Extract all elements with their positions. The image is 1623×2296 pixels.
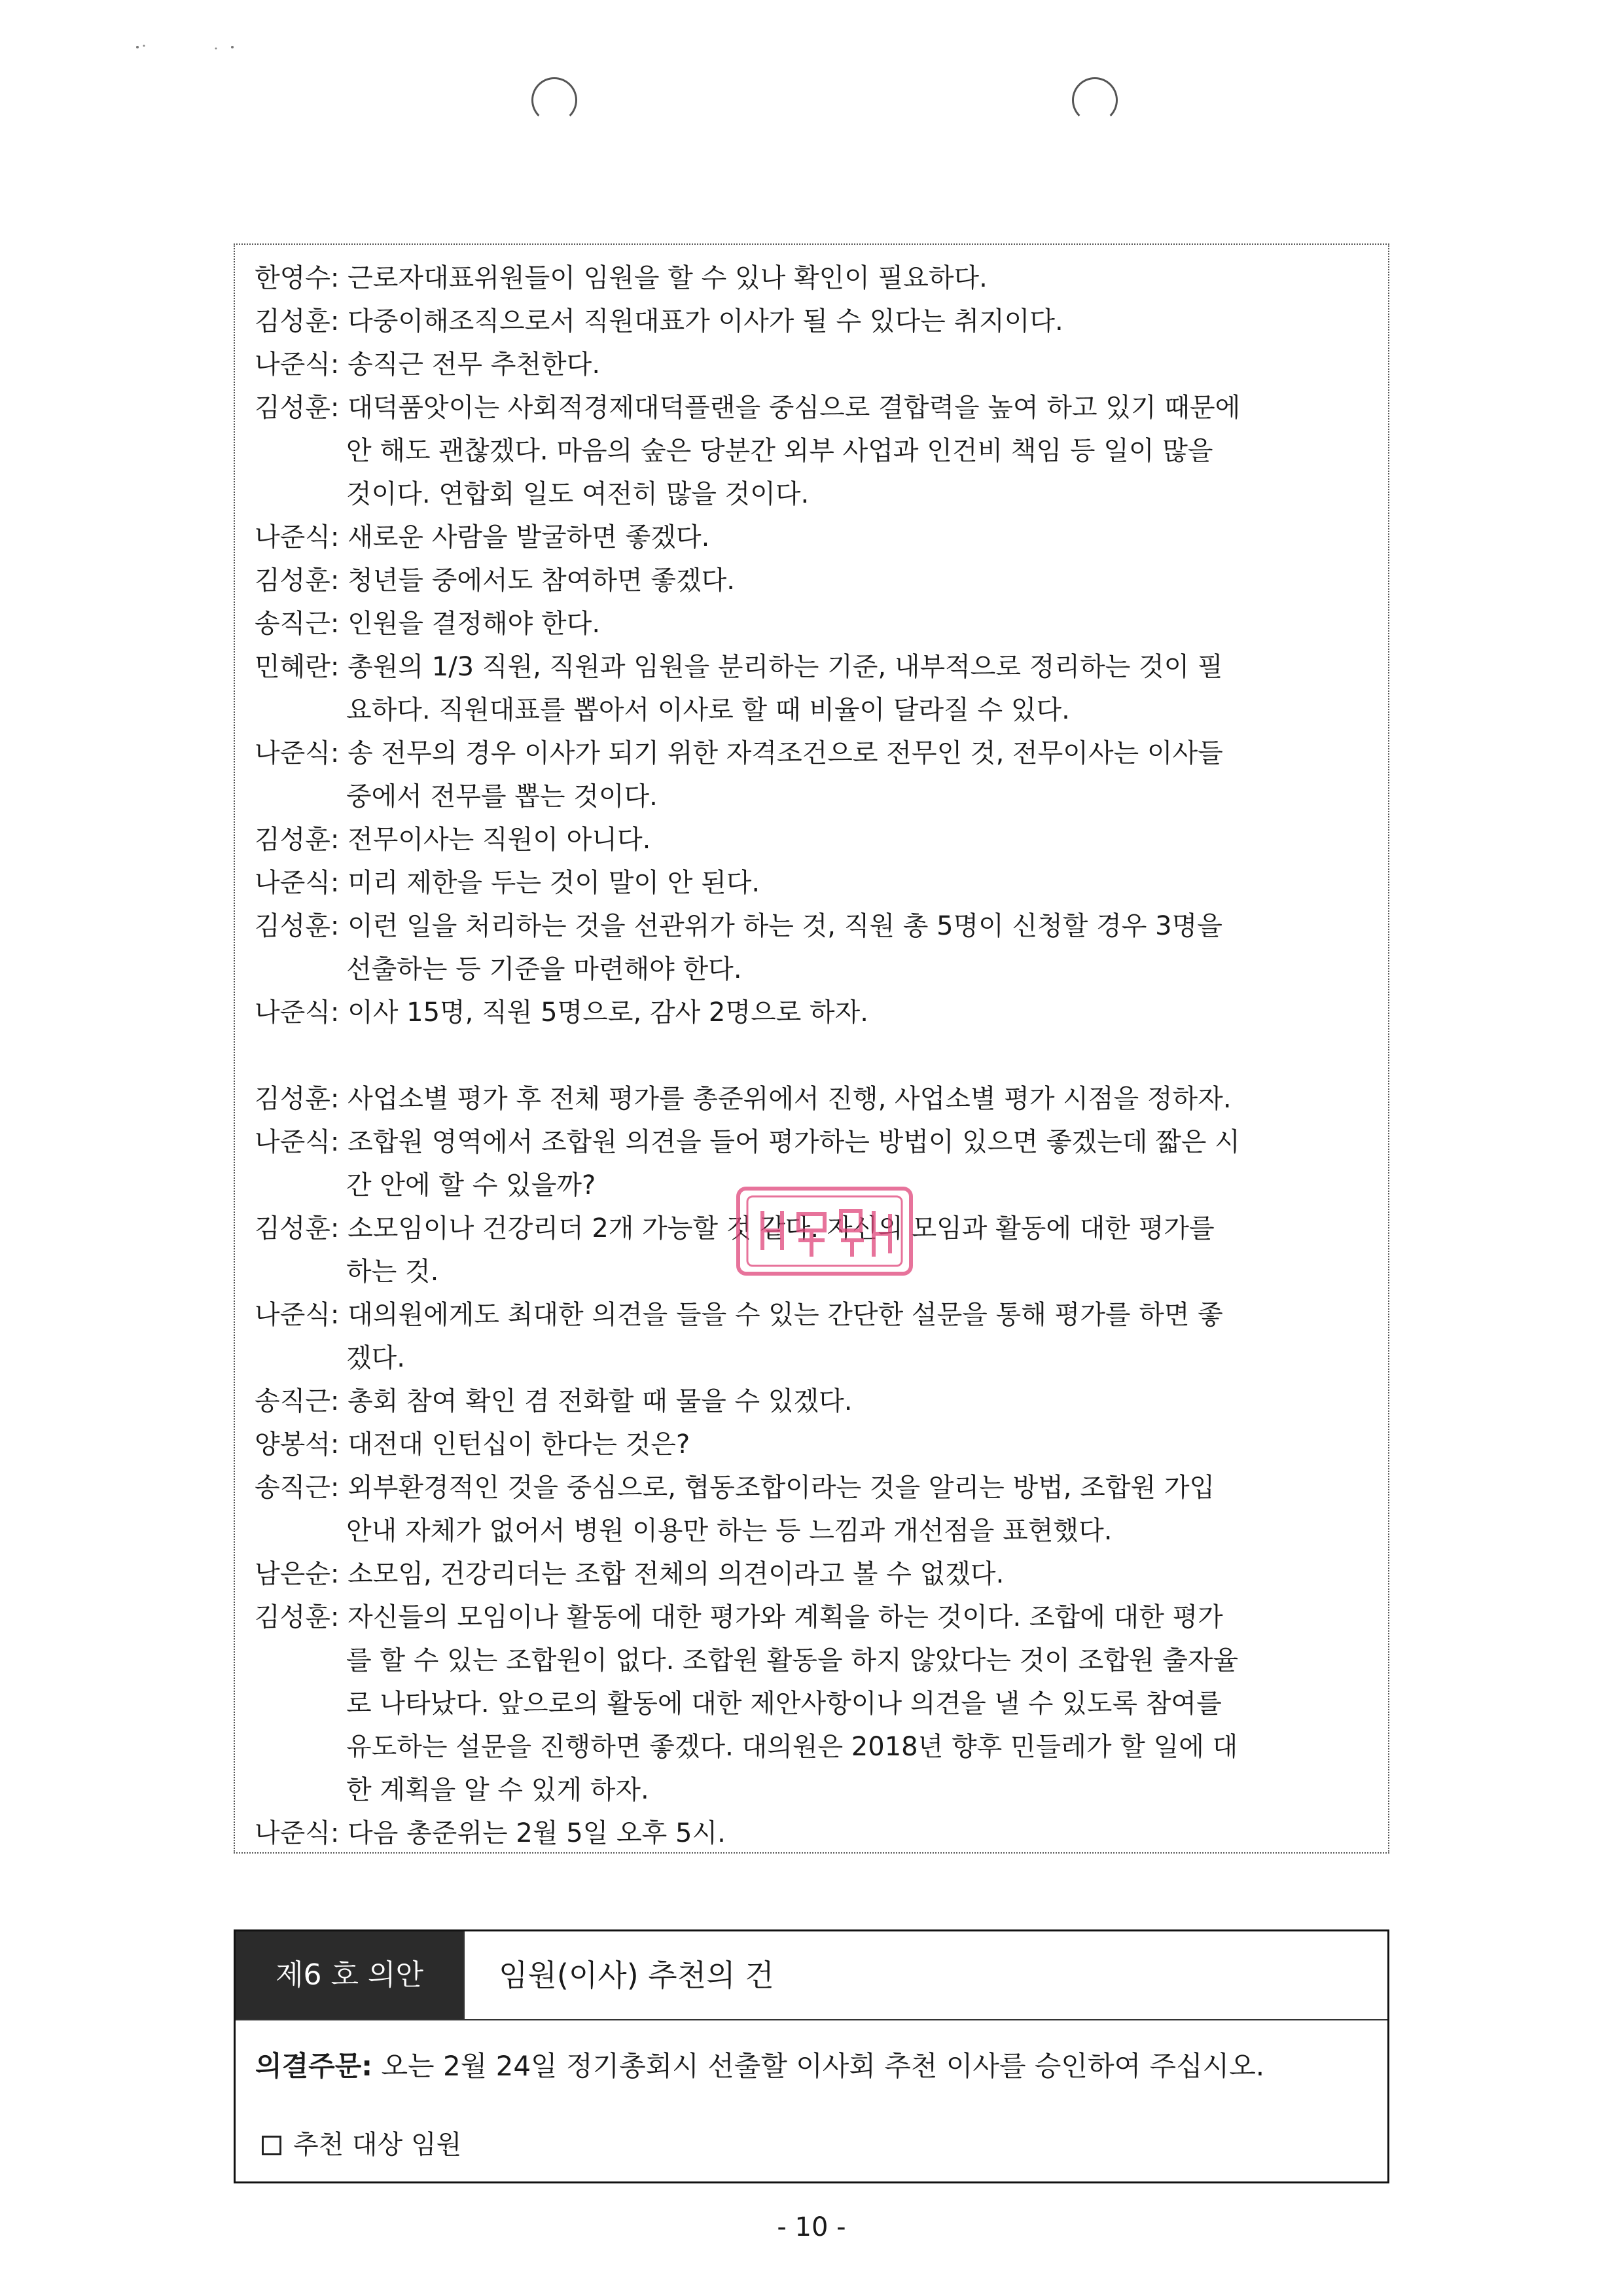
speaker-line	[255, 1812, 1376, 1855]
continuation-line	[346, 429, 1376, 473]
speaker-line	[255, 300, 1376, 343]
speaker-line	[255, 645, 1376, 689]
page-number: - 10 -	[777, 2212, 846, 2242]
continuation-line	[346, 1768, 1376, 1812]
continuation-line	[346, 1509, 1376, 1552]
agenda-title: 임원(이사) 추천의 건	[463, 1931, 1387, 2019]
speaker-line	[255, 386, 1376, 429]
statement-text: 새로운 사람을 발굴하면 좋겠다.	[348, 522, 710, 552]
speaker-line	[255, 991, 1376, 1034]
continuation-line	[346, 948, 1376, 991]
resolution-line	[255, 2047, 1264, 2086]
speaker-name: 나준식:	[255, 738, 340, 768]
continuation-line	[346, 1682, 1376, 1725]
candidates-label: 추천 대상 임원	[293, 2130, 462, 2160]
statement-text: 근로자대표위원들이 임원을 할 수 있나 확인이 필요하다.	[348, 263, 988, 293]
statement-text: 대덕품앗이는 사회적경제대덕플랜을 중심으로 결합력을 높여 하고 있기 때문에	[348, 393, 1241, 423]
agenda-section	[234, 1929, 1389, 2183]
statement-text: 자신들의 모임이나 활동에 대한 평가와 계획을 하는 것이다. 조합에 대한 평가	[348, 1602, 1223, 1632]
statement-text: 대전대 인턴십이 한다는 것은?	[348, 1429, 690, 1460]
continuation-line	[346, 775, 1376, 818]
statement-text: 간 안에 할 수 있을까?	[346, 1170, 596, 1200]
speaker-name: 나준식:	[255, 997, 340, 1028]
speaker-line	[255, 559, 1376, 602]
statement-text: 소모임이나 건강리더 2개 가능할 것 같다. 자신의 모임과 활동에 대한 평가를	[348, 1213, 1215, 1244]
statement-text: 이사 15명, 직원 5명으로, 감사 2명으로 하자.	[348, 997, 868, 1028]
speaker-name: 한영수:	[255, 263, 340, 293]
statement-text: 총원의 1/3 직원, 직원과 임원을 분리하는 기준, 내부적으로 정리하는 것이 필	[348, 652, 1223, 682]
speaker-line	[255, 1077, 1376, 1121]
speaker-line	[255, 732, 1376, 775]
statement-text: 안 해도 괜찮겠다. 마음의 숲은 당분간 외부 사업과 인건비 책임 등 일이 많을	[346, 436, 1213, 466]
agenda-header	[236, 1931, 1387, 2020]
speaker-line	[255, 1121, 1376, 1164]
statement-text: 이런 일을 처리하는 것을 선관위가 하는 것, 직원 총 5명이 신청할 경우 3명을	[348, 911, 1222, 941]
speaker-name: 나준식:	[255, 1818, 340, 1848]
speaker-name: 김성훈:	[255, 1213, 340, 1244]
meeting-minutes-box	[234, 243, 1389, 1854]
speaker-name: 나준식:	[255, 868, 340, 898]
statement-text: 다중이해조직으로서 직원대표가 이사가 될 수 있다는 취지이다.	[348, 306, 1063, 336]
scan-specks	[131, 39, 262, 59]
statement-text: 인원을 결정해야 한다.	[348, 609, 601, 639]
speaker-name: 양봉석:	[255, 1429, 340, 1460]
statement-text: 청년들 중에서도 참여하면 좋겠다.	[348, 565, 735, 596]
continuation-line	[346, 1336, 1376, 1380]
speaker-name: 김성훈:	[255, 565, 340, 596]
speaker-name: 나준식:	[255, 350, 340, 380]
speaker-name: 송직근:	[255, 1386, 340, 1416]
continuation-line	[346, 1639, 1376, 1682]
statement-text: 사업소별 평가 후 전체 평가를 총준위에서 진행, 사업소별 평가 시점을 정하자.	[348, 1084, 1232, 1114]
speaker-name: 김성훈:	[255, 393, 340, 423]
speaker-line	[255, 257, 1376, 300]
speaker-name: 김성훈:	[255, 1602, 340, 1632]
statement-text: 조합원 영역에서 조합원 의견을 들어 평가하는 방법이 있으면 좋겠는데 짧은 시	[348, 1127, 1240, 1157]
speaker-line	[255, 861, 1376, 905]
statement-text: 송직근 전무 추천한다.	[348, 350, 601, 380]
agenda-number: 제6 호 의안	[236, 1931, 463, 2019]
speaker-line	[255, 1293, 1376, 1336]
speaker-line	[255, 1466, 1376, 1509]
speaker-line	[255, 343, 1376, 386]
red-seal-stamp	[726, 1178, 923, 1283]
speaker-name: 송직근:	[255, 1473, 340, 1503]
speaker-name: 민혜란:	[255, 652, 340, 682]
continuation-line	[346, 689, 1376, 732]
statement-text: 한 계획을 알 수 있게 하자.	[346, 1775, 649, 1805]
speaker-name: 김성훈:	[255, 306, 340, 336]
statement-text: 를 할 수 있는 조합원이 없다. 조합원 활동을 하지 않았다는 것이 조합원 출자율	[346, 1645, 1239, 1676]
statement-text: 미리 제한을 두는 것이 말이 안 된다.	[348, 868, 760, 898]
statement-text: 요하다. 직원대표를 뽑아서 이사로 할 때 비율이 달라질 수 있다.	[346, 695, 1070, 725]
speaker-name: 김성훈:	[255, 825, 340, 855]
statement-text: 전무이사는 직원이 아니다.	[348, 825, 651, 855]
continuation-line	[346, 473, 1376, 516]
candidates-heading	[262, 2125, 461, 2164]
statement-text: 하는 것.	[346, 1257, 439, 1287]
speaker-name: 김성훈:	[255, 911, 340, 941]
statement-text: 안내 자체가 없어서 병원 이용만 하는 등 느낌과 개선점을 표현했다.	[346, 1516, 1113, 1546]
speaker-line	[255, 1596, 1376, 1639]
speaker-name: 나준식:	[255, 522, 340, 552]
statement-text: 유도하는 설문을 진행하면 좋겠다. 대의원은 2018년 향후 민들레가 할 일에 대	[346, 1732, 1238, 1762]
speaker-name: 송직근:	[255, 609, 340, 639]
statement-text: 외부환경적인 것을 중심으로, 협동조합이라는 것을 알리는 방법, 조합원 가입	[348, 1473, 1215, 1503]
checkbox-icon	[262, 2136, 281, 2155]
statement-text: 다음 총준위는 2월 5일 오후 5시.	[348, 1818, 726, 1848]
speaker-name: 남은순:	[255, 1559, 340, 1589]
resolution-text: 오는 2월 24일 정기총회시 선출할 이사회 추천 이사를 승인하여 주십시오.	[381, 2050, 1265, 2082]
speaker-line	[255, 516, 1376, 559]
resolution-label: 의결주문:	[255, 2050, 373, 2082]
statement-text: 소모임, 건강리더는 조합 전체의 의견이라고 볼 수 없겠다.	[348, 1559, 1005, 1589]
statement-text: 겠다.	[346, 1343, 405, 1373]
statement-text: 로 나타났다. 앞으로의 활동에 대한 제안사항이나 의견을 낼 수 있도록 참여를	[346, 1689, 1222, 1719]
statement-text: 중에서 전무를 뽑는 것이다.	[346, 781, 658, 812]
speaker-line	[255, 905, 1376, 948]
statement-text: 총회 참여 확인 겸 전화할 때 물을 수 있겠다.	[348, 1386, 853, 1416]
punch-hole-left	[531, 77, 577, 123]
speaker-name: 나준식:	[255, 1300, 340, 1330]
statement-text: 송 전무의 경우 이사가 되기 위한 자격조건으로 전무인 것, 전무이사는 이사들	[348, 738, 1223, 768]
punch-hole-right	[1072, 77, 1118, 123]
speaker-line	[255, 1552, 1376, 1596]
statement-text: 것이다. 연합회 일도 여전히 많을 것이다.	[346, 479, 810, 509]
speaker-line	[255, 818, 1376, 861]
speaker-line	[255, 1380, 1376, 1423]
continuation-line	[346, 1725, 1376, 1768]
speaker-line	[255, 602, 1376, 645]
speaker-line	[255, 1423, 1376, 1466]
speaker-name: 김성훈:	[255, 1084, 340, 1114]
statement-text: 대의원에게도 최대한 의견을 들을 수 있는 간단한 설문을 통해 평가를 하면 좋	[348, 1300, 1223, 1330]
speaker-name: 나준식:	[255, 1127, 340, 1157]
statement-text: 선출하는 등 기준을 마련해야 한다.	[346, 954, 742, 984]
